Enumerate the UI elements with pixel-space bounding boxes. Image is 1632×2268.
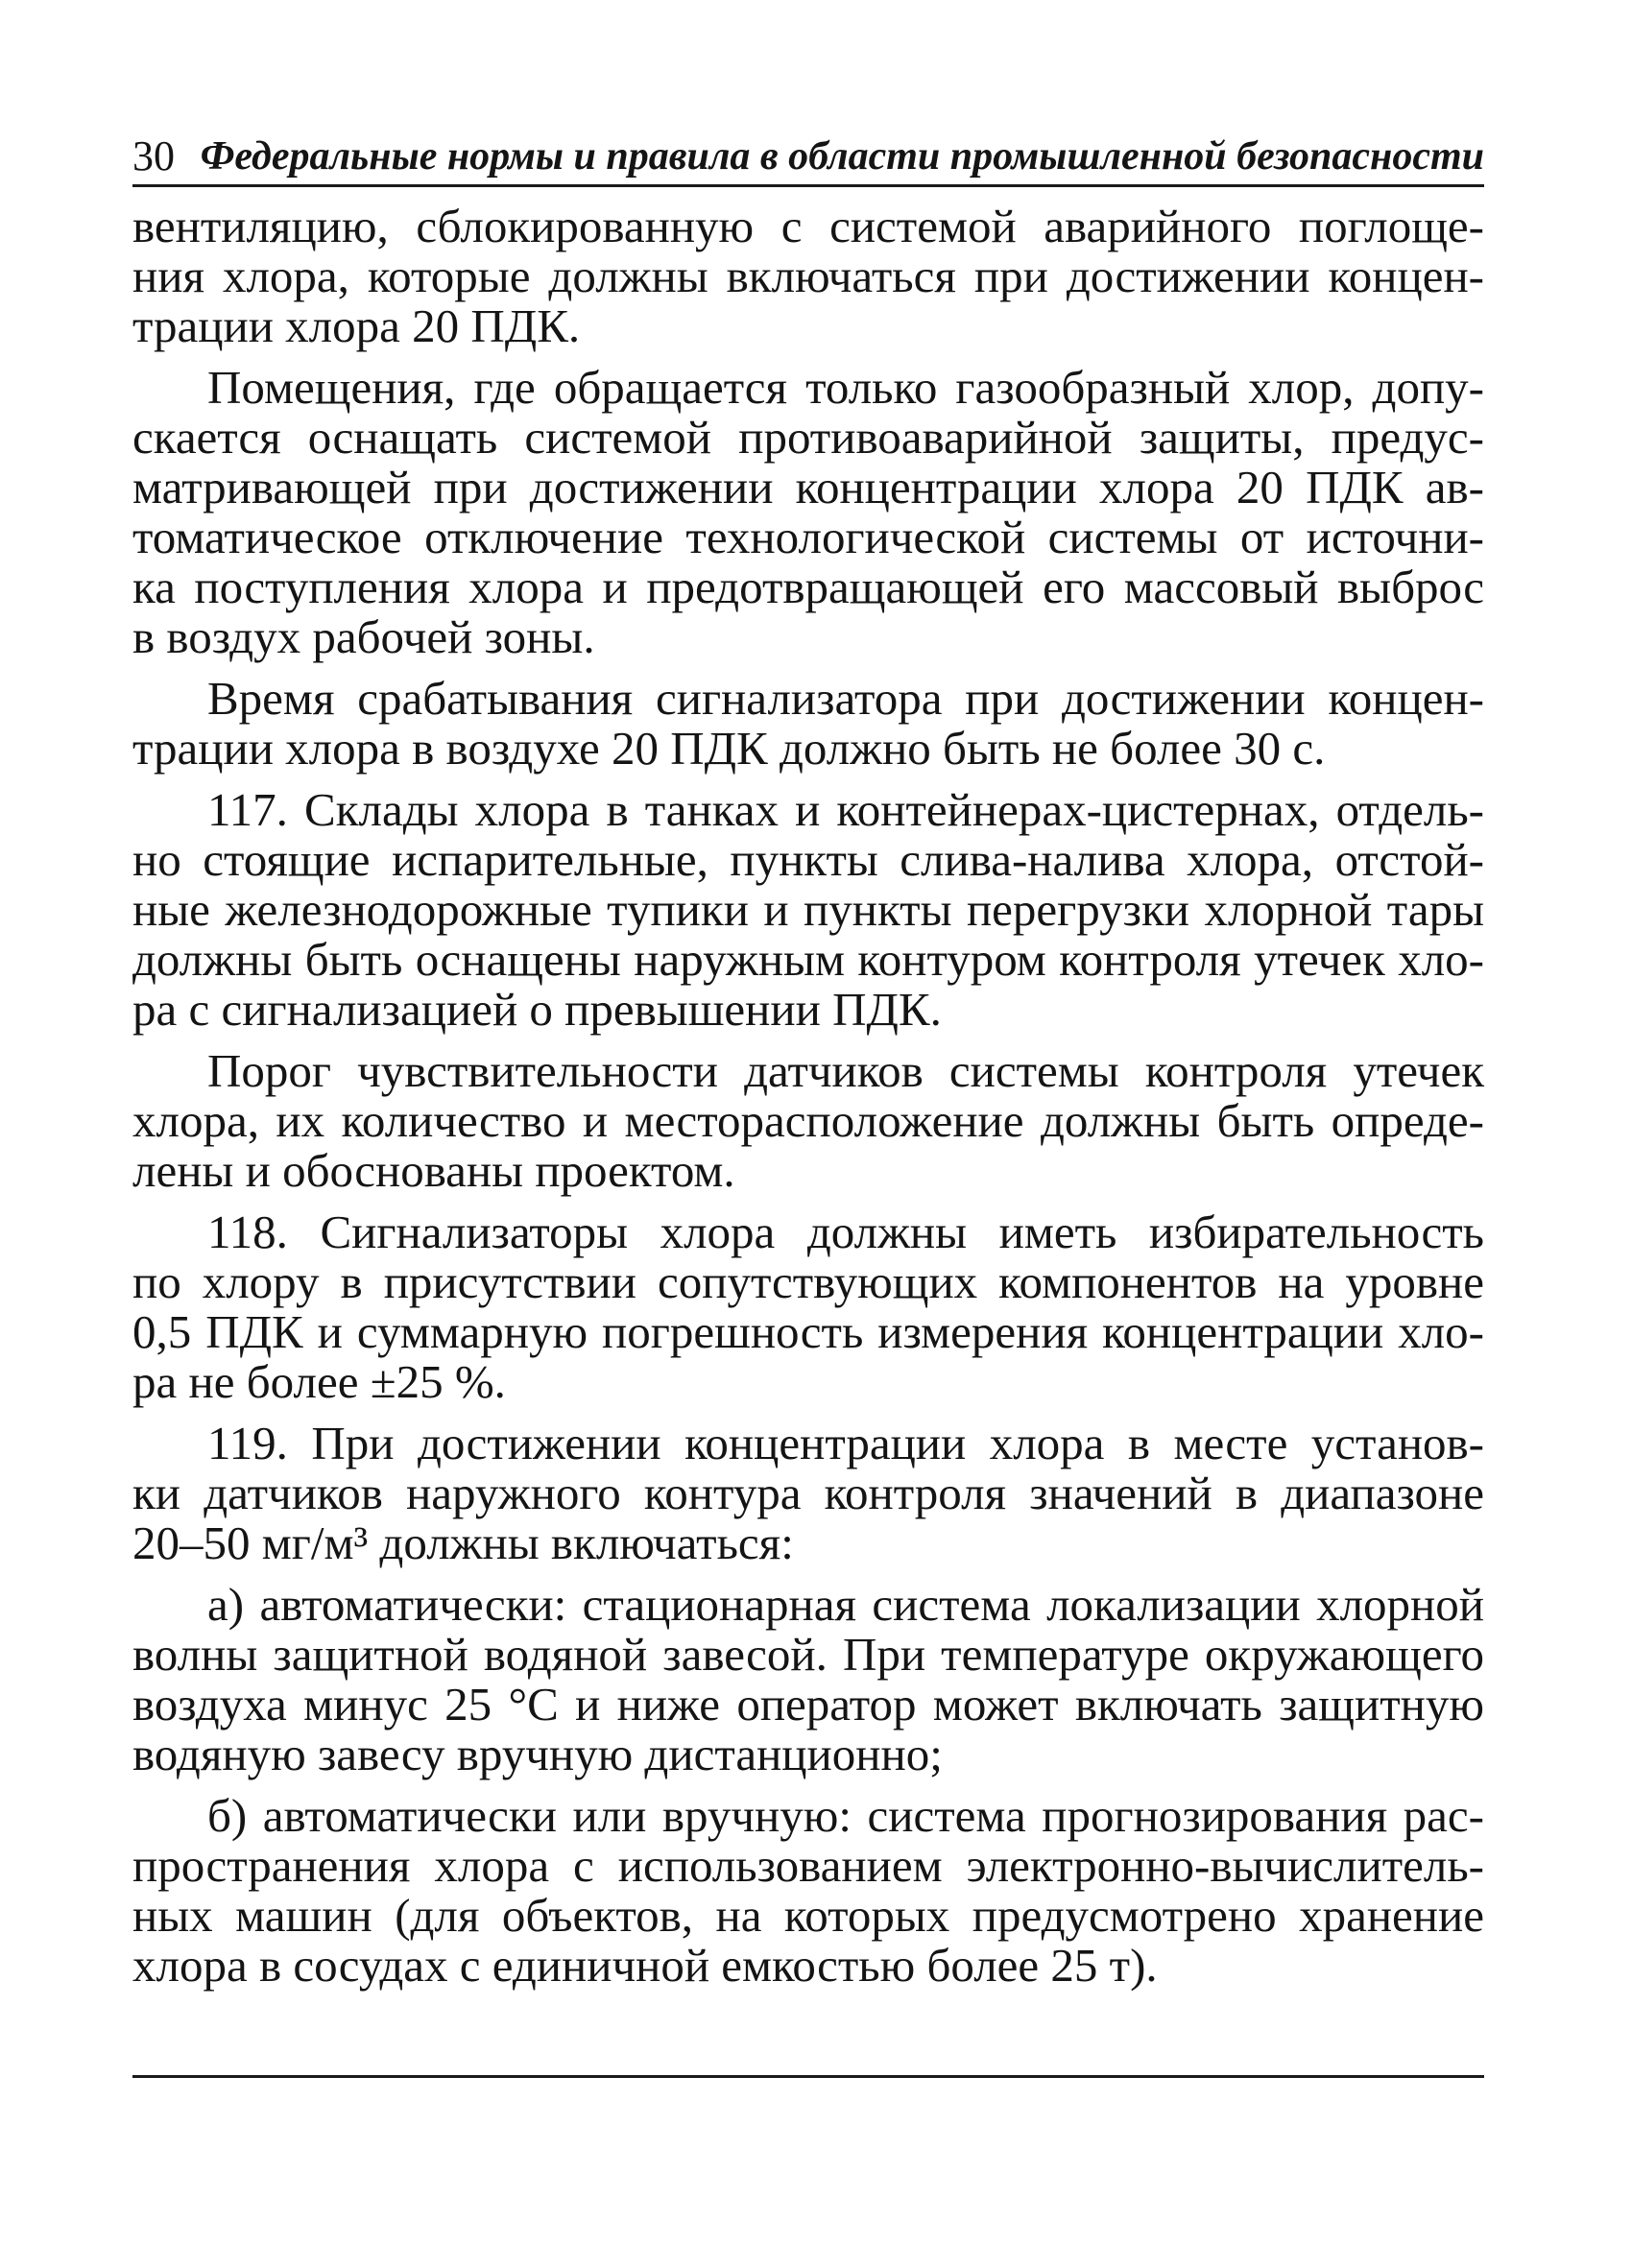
paragraph xyxy=(132,1046,1484,1196)
paragraph xyxy=(132,674,1484,774)
text-line: а) автоматически: стационарная система локализации хлорной xyxy=(207,1578,1484,1631)
text-line: хлора в сосудах с единичной емкостью более 25 т). xyxy=(132,1939,1158,1992)
text-line: в воздух рабочей зоны. xyxy=(132,610,595,663)
text-line: вентиляцию, сблокированную с системой аварийного поглоще- xyxy=(132,200,1484,252)
running-header-title: Федеральные нормы и правила в области промышленной безопасности xyxy=(200,134,1484,179)
running-header xyxy=(132,127,1484,188)
text-line: Помещения, где обращается только газообразный хлор, допу- xyxy=(207,361,1484,414)
paragraph xyxy=(132,1580,1484,1779)
text-line: ния хлора, которые должны включаться при достижении концен- xyxy=(132,250,1484,302)
paragraph xyxy=(132,1207,1484,1407)
text-line: должны быть оснащены наружным контуром контроля утечек хло- xyxy=(132,933,1484,986)
text-line: трации хлора 20 ПДК. xyxy=(132,299,581,352)
text-line: лены и обоснованы проектом. xyxy=(132,1144,735,1197)
text-line: Время срабатывания сигнализатора при достижении концен- xyxy=(207,672,1484,725)
text-line: томатическое отключение технологической системы от источни- xyxy=(132,511,1484,563)
text-line: по хлору в присутствии сопутствующих компонентов на уровне xyxy=(132,1255,1484,1308)
text-line: 119. При достижении концентрации хлора в месте установ- xyxy=(207,1417,1484,1469)
body-text xyxy=(132,202,1484,2002)
text-line: б) автоматически или вручную: система прогнозирования рас- xyxy=(207,1789,1484,1842)
text-line: ра с сигнализацией о превышении ПДК. xyxy=(132,983,942,1036)
text-line: ки датчиков наружного контура контроля значений в диапазоне xyxy=(132,1467,1484,1519)
text-line: матривающей при достижении концентрации хлора 20 ПДК ав- xyxy=(132,461,1484,513)
paragraph xyxy=(132,363,1484,662)
text-line: волны защитной водяной завесой. При температуре окружающего xyxy=(132,1628,1484,1681)
paragraph xyxy=(132,785,1484,1035)
text-line: хлора, их количество и месторасположение должны быть опреде- xyxy=(132,1094,1484,1147)
text-line: ра не более ±25 %. xyxy=(132,1355,506,1408)
text-line: 118. Сигнализаторы хлора должны иметь избирательность xyxy=(207,1206,1484,1258)
page-number: 30 xyxy=(132,132,175,179)
footer-rule xyxy=(132,2075,1484,2078)
text-line: пространения хлора с использованием электронно-вычислитель- xyxy=(132,1839,1484,1892)
text-line: воздуха минус 25 °С и ниже оператор может включать защитную xyxy=(132,1678,1484,1731)
text-line: но стоящие испарительные, пункты слива-налива хлора, отстой- xyxy=(132,833,1484,886)
text-line: 0,5 ПДК и суммарную погрешность измерения концентрации хло- xyxy=(132,1305,1484,1358)
text-line: ка поступления хлора и предотвращающей его массовый выброс xyxy=(132,561,1484,613)
text-line: 117. Склады хлора в танках и контейнерах-цистернах, отдель- xyxy=(207,783,1484,836)
paragraph xyxy=(132,202,1484,351)
text-line: ных машин (для объектов, на которых предусмотрено хранение xyxy=(132,1889,1484,1942)
paragraph xyxy=(132,1419,1484,1568)
text-line: 20–50 мг/м³ должны включаться: xyxy=(132,1516,794,1569)
text-line: водяную завесу вручную дистанционно; xyxy=(132,1728,943,1780)
text-line: Порог чувствительности датчиков системы контроля утечек xyxy=(207,1044,1484,1097)
text-line: ные железнодорожные тупики и пункты перегрузки хлорной тары xyxy=(132,883,1484,936)
text-line: трации хлора в воздухе 20 ПДК должно быть не более 30 с. xyxy=(132,722,1326,775)
header-rule xyxy=(132,184,1484,187)
paragraph xyxy=(132,1791,1484,1991)
text-line: скается оснащать системой противоаварийной защиты, предус- xyxy=(132,411,1484,464)
